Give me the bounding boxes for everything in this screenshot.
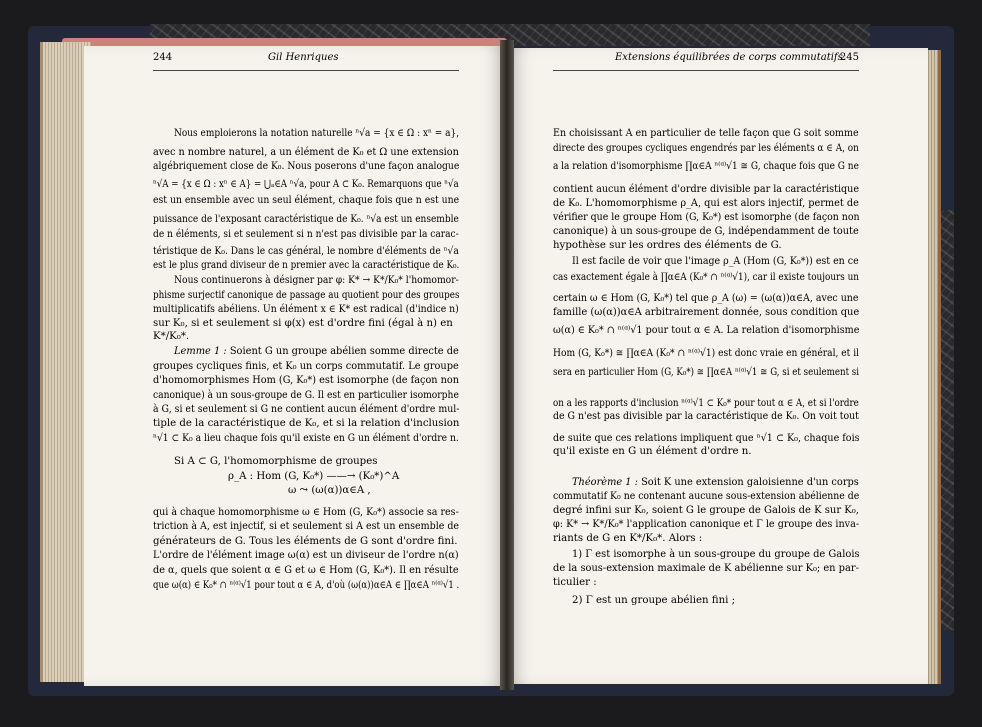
right-line: canonique) à un sous-groupe de G, indépendamment de toute [553,226,859,237]
left-line: ω ⤳ (ω(α))α∈A , [288,485,371,496]
right-line: de suite que ces relations impliquent que ⁿ√1 ⊂ K₀, chaque fois [553,433,860,444]
right-line: ω(α) ∈ K₀* ∩ ⁿ⁽ᵅ⁾√1 pour tout α ∈ A. La relation d'isomorphisme [553,325,860,336]
left-line: triction à A, est injectif, si et seulement si A est un ensemble de [153,521,460,532]
right-line: Il est facile de voir que l'image ρ_A (Hom (G, K₀*)) est en ce [572,256,859,267]
right-line: degré infini sur K₀, soient G le groupe de Galois de K sur K₀, [553,505,859,516]
left-line: de n éléments, si et seulement si n n'est pas divisible par la carac- [153,229,459,240]
right-page-number: 245 [839,52,859,63]
left-line: est le plus grand diviseur de n premier avec la caractéristique de K₀. [153,260,460,271]
right-line: 2) Γ est un groupe abélien fini ; [572,595,736,606]
left-line: générateurs de G. Tous les éléments de G sont d'ordre fini. [153,536,458,547]
left-line: tiple de la caractéristique de K₀, et si la relation d'inclusion [153,418,460,429]
right-line: Théorème 1 : Soit K une extension galoisienne d'un corps [572,477,859,488]
right-line: qu'il existe en G un élément d'ordre n. [553,446,752,457]
right-line: riants de G en K*/K₀*. Alors : [553,533,703,544]
right-line: directe des groupes cycliques engendrés par les éléments α ∈ A, on [553,143,859,154]
left-line: ⁿ√A = {x ∈ Ω : xⁿ ∈ A} = ⋃ₐ∈A ⁿ√a, pour A ⊂ K₀. Remarquons que ⁿ√a [153,179,459,190]
left-line: d'homomorphismes Hom (G, K₀*) est isomorphe (de façon non [153,375,459,386]
right-line: vérifier que le groupe Hom (G, K₀*) est isomorphe (de façon non [553,212,860,223]
left-line: qui à chaque homomorphisme ω ∈ Hom (G, K₀*) associe sa res- [153,507,459,518]
right-line: de la sous-extension maximale de K abélienne sur K₀; en par- [553,563,859,574]
left-running-head: Gil Henriques [268,52,339,63]
left-line: avec n nombre naturel, a un élément de K₀ et Ω une extension [153,147,459,158]
right-line: on a les rapports d'inclusion ⁿ⁽ᵅ⁾√1 ⊂ K₀* pour tout α ∈ A, et si l'ordre [553,398,859,409]
left-line: de α, quels que soient α ∈ G et ω ∈ Hom (G, K₀*). Il en résulte [153,565,459,576]
right-header [553,52,859,71]
left-line: Nous continuerons à désigner par φ: K* → K*/K₀* l'homomor- [174,275,459,286]
book-gutter [500,40,514,690]
left-line: sur K₀, si et seulement si φ(x) est d'ordre fini (égal à n) en [153,318,453,329]
right-line: hypothèse sur les ordres des éléments de G. [553,240,782,251]
left-line: que ω(α) ∈ K₀* ∩ ⁿ⁽ᵅ⁾√1 pour tout α ∈ A, d'où (ω(α))α∈A ∈ ∏α∈A ⁿ⁽ᵅ⁾√1 . [153,580,460,591]
right-line: de G n'est pas divisible par la caractéristique de K₀. On voit tout [553,411,859,422]
right-line: Hom (G, K₀*) ≅ ∏α∈A (K₀* ∩ ⁿ⁽ᵅ⁾√1) est donc vraie en général, et il [553,348,860,359]
left-line: Lemme 1 : Soient G un groupe abélien somme directe de [174,346,459,357]
right-running-head: Extensions équilibrées de corps commutatifs [615,52,843,63]
left-line: canonique) à un sous-groupe de G. Il est en particulier isomorphe [153,390,459,401]
left-line: ⁿ√1 ⊂ K₀ a lieu chaque fois qu'il existe en G un élément d'ordre n. [153,433,459,444]
left-line: phisme surjectif canonique de passage au quotient pour des groupes [153,290,460,301]
left-line: téristique de K₀. Dans le cas général, le nombre d'éléments de ⁿ√a [153,246,459,257]
left-page-number: 244 [153,52,173,63]
left-line: puissance de l'exposant caractéristique de K₀. ⁿ√a est un ensemble [153,214,459,225]
page-block-right [926,50,941,684]
left-line: Si A ⊂ G, l'homomorphisme de groupes [174,456,378,467]
right-line: a la relation d'isomorphisme ∏α∈A ⁿ⁽ᵅ⁾√1 ≅ G, chaque fois que G ne [553,161,859,172]
right-line: En choisissant A en particulier de telle façon que G soit somme [553,128,859,139]
left-line: groupes cycliques finis, et K₀ un corps commutatif. Le groupe [153,361,459,372]
left-line: multiplicatifs abéliens. Un élément x ∈ K* est radical (d'indice n) [153,304,459,315]
left-header [153,52,459,71]
right-line: 1) Γ est isomorphe à un sous-groupe du groupe de Galois [572,549,860,560]
left-line: L'ordre de l'élément image ω(α) est un diviseur de l'ordre n(α) [153,550,459,561]
left-line: algébriquement close de K₀. Nous poserons d'une façon analogue [153,161,460,172]
right-line: cas exactement égale à ∏α∈A (K₀* ∩ ⁿ⁽ᵅ⁾√1), car il existe toujours un [553,272,860,283]
left-line: K*/K₀*. [153,331,190,342]
right-line: de K₀. L'homomorphisme ρ_A, qui est alors injectif, permet de [553,198,859,209]
left-line: ρ_A : Hom (G, K₀*) ——→ (K₀*)^A [228,471,400,482]
right-line: contient aucun élément d'ordre divisible par la caractéristique [553,184,860,195]
right-line: ticulier : [553,577,597,588]
right-line: commutatif K₀ ne contenant aucune sous-extension abélienne de [553,491,860,502]
right-line: sera en particulier Hom (G, K₀*) ≅ ∏α∈A ⁿ⁽ᵅ⁾√1 ≅ G, si et seulement si [553,367,860,378]
left-line: à G, si et seulement si G ne contient aucun élément d'ordre mul- [153,404,460,415]
right-line: famille (ω(α))α∈A arbitrairement donnée, sous condition que [553,307,860,318]
right-line: certain ω ∈ Hom (G, K₀*) tel que ρ_A (ω) = (ω(α))α∈A, avec une [553,293,859,304]
right-line: φ: K* → K*/K₀* l'application canonique et Γ le groupe des inva- [553,519,860,530]
left-line: est un ensemble avec un seul élément, chaque fois que n est une [153,195,460,206]
left-line: Nous emploierons la notation naturelle ⁿ√a = {x ∈ Ω : xⁿ = a}, [174,128,460,139]
